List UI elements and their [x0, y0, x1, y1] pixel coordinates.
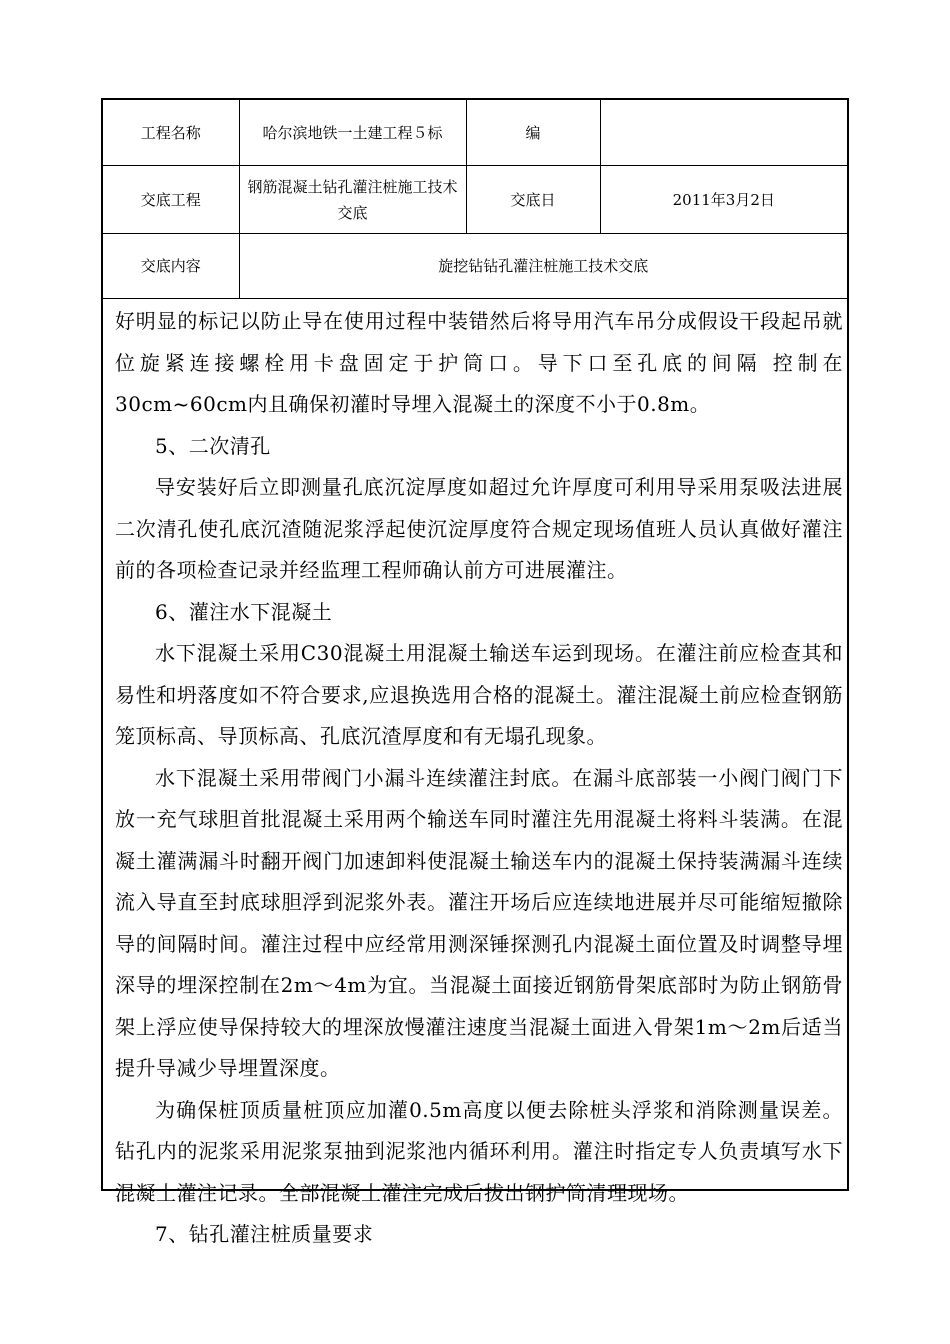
paragraph: 为确保桩顶质量桩顶应加灌0.5m高度以便去除桩头浮浆和消除测量误差。钻孔内的泥浆采用泥浆泵抽到泥浆池内循环利用。灌注时指定专人负责填写水下混凝土灌注记录。全部混凝土灌注完成后拔出钢护筒清理现场。: [115, 1097, 843, 1205]
project-name-value: 哈尔滨地铁一土建工程５标: [239, 100, 466, 166]
header-row-content: [103, 234, 847, 299]
header-row-project: [103, 100, 847, 166]
body-text: [115, 301, 843, 1256]
header-table: [103, 100, 847, 299]
document-frame: [101, 98, 849, 1246]
code-value: [600, 100, 847, 166]
handover-date-value: 2011年3月2日: [600, 166, 847, 234]
paragraph: 好明显的标记以防止导在使用过程中装错然后将导用汽车吊分成假设干段起吊就位旋紧连接螺栓用卡盘固定于护筒口。导下口至孔底的间隔 控制在30cm~60cm内且确保初灌时导埋入混凝土的深度不小于0.8m。: [115, 309, 843, 416]
content-label: 交底内容: [103, 234, 239, 299]
section-heading: 6、灌注水下混凝土: [155, 599, 333, 624]
section-heading: 5、二次清孔: [155, 433, 271, 458]
handover-date-label: 交底日: [466, 166, 600, 234]
handover-project-label: 交底工程: [103, 166, 239, 234]
section-heading: 7、钻孔灌注桩质量要求: [155, 1222, 374, 1246]
project-name-label: 工程名称: [103, 100, 239, 166]
code-label: 编: [466, 100, 600, 166]
paragraph: 水下混凝土采用带阀门小漏斗连续灌注封底。在漏斗底部装一小阀门阀门下放一充气球胆首批混凝土采用两个输送车同时灌注先用混凝土将料斗装满。在混凝土灌满漏斗时翻开阀门加速卸料使混凝土输送车内的混凝土保持装满漏斗连续流入导直至封底球胆浮到泥浆外表。灌注开场后应连续地进展并尽可能缩短撤除导的间隔时间。灌注过程中应经常用测深锤探测孔内混凝土面位置及时调整导埋深导的埋深控制在2m～4m为宜。当混凝土面接近钢筋骨架底部时为防止钢筋骨架上浮应使导保持较大的埋深放慢灌注速度当混凝土面进入骨架1m～2m后适当提升导减少导埋置深度。: [115, 765, 843, 1080]
handover-project-value: 钢筋混凝土钻孔灌注桩施工技术交底: [239, 166, 466, 234]
content-value: 旋挖钻钻孔灌注桩施工技术交底: [239, 234, 847, 299]
paragraph: 导安装好后立即测量孔底沉淀厚度如超过允许厚度可利用导采用泵吸法进展二次清孔使孔底沉渣随泥浆浮起使沉淀厚度符合规定现场值班人员认真做好灌注前的各项检查记录并经监理工程师确认前方可进展灌注。: [115, 475, 843, 582]
header-row-handover: [103, 166, 847, 234]
paragraph: 水下混凝土采用C30混凝土用混凝土输送车运到现场。在灌注前应检查其和易性和坍落度如不符合要求,应退换选用合格的混凝土。灌注混凝土前应检查钢筋笼顶标高、导顶标高、孔底沉渣厚度和有无塌孔现象。: [115, 641, 843, 748]
